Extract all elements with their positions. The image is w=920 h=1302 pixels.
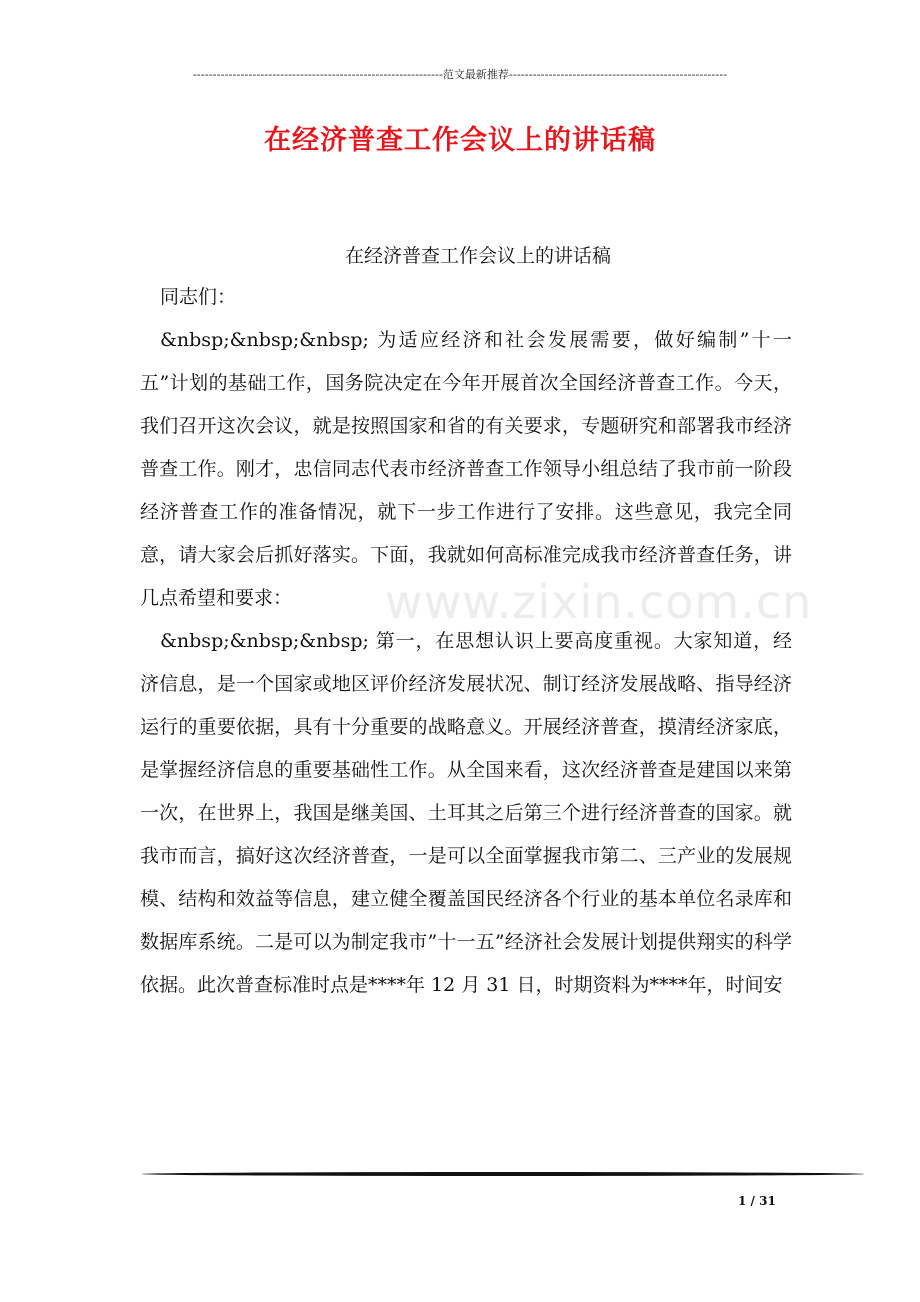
document-title: 在经济普查工作会议上的讲话稿 [264,125,656,156]
footer-divider [142,1172,864,1176]
paragraph-1: &nbsp;&nbsp;&nbsp; 为适应经济和社会发展需要，做好编制”十一五”计划的基础工作，国务院决定在今年开展首次全国经济普查工作。今天，我们召开这次会议，就是按照国家和省的有关要求，专题研究和部署我市经济普查工作。刚才，忠信同志代表市经济普查工作领导小组总结了我市前一阶段经济普查工作的准备情况，就下一步工作进行了安排。这些意见，我完全同意，请大家会后抓好落实。下面，我就如何高标准完成我市经济普查任务，讲几点希望和要求： [140,329,792,609]
page-number: 1 / 31 [738,1194,776,1208]
header-banner: ---------------------------------------------------------------范文最新推荐------------------------------------------------------- [192,68,728,81]
salutation: 同志们： [160,286,237,308]
paragraph-2: &nbsp;&nbsp;&nbsp; 第一，在思想认识上要高度重视。大家知道，经济信息，是一个国家或地区评价经济发展状况、制订经济发展战略、指导经济运行的重要依据，具有十分重要的战略意义。开展经济普查，摸清经济家底，是掌握经济信息的重要基础性工作。从全国来看，这次经济普查是建国以来第一次，在世界上，我国是继美国、土耳其之后第三个进行经济普查的国家。就我市而言，搞好这次经济普查，一是可以全面掌握我市第二、三产业的发展规模、结构和效益等信息，建立健全覆盖国民经济各个行业的基本单位名录库和数据库系统。二是可以为制定我市”十一五”经济社会发展计划提供翔实的科学依据。此次普查标准时点是****年 12 月 31 日，时期资料为****年，时间安 [140,630,792,996]
document-body [140,236,792,1007]
watermark: www.zixin.com.cn [385,575,813,629]
document-subtitle: 在经济普查工作会议上的讲话稿 [344,245,611,267]
